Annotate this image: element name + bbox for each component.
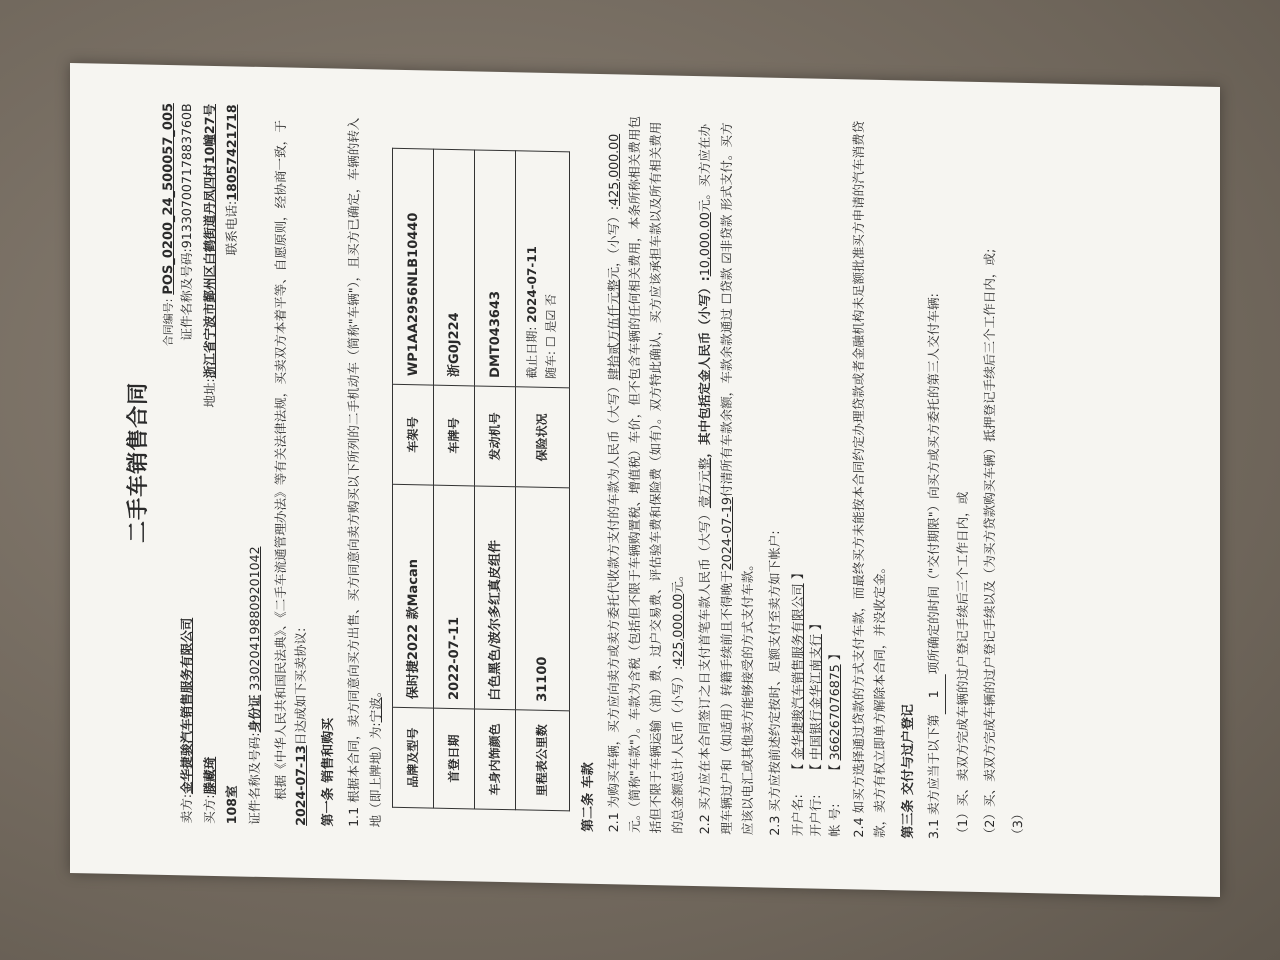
option-1: （1）买、卖双方完成车辆的过户登记手续后三个工作日内，或 <box>954 491 970 840</box>
contract-content <box>128 102 1034 841</box>
insurance-end-date: 2024-07-11 <box>525 245 540 323</box>
contract-title: 二手车销售合同 <box>126 381 151 544</box>
table-row: 首登日期 2022-07-11 车牌号 浙G0J224 <box>434 149 475 809</box>
seller-address: 浙江省宁波市鄞州区白鹤街道丹凤四村10幢27号 <box>201 103 217 379</box>
seller-name: 金华捷骏汽车销售服务有限公司 <box>179 617 194 795</box>
buyer-id-line: 证件名称及号码:身份证 330204198809201042 <box>246 546 262 825</box>
contract-paper <box>70 63 1220 897</box>
price-in-words: 肆拾贰万伍仟元整 <box>605 279 621 381</box>
mileage: 31100 <box>516 487 569 711</box>
clause-2-2: 2.2 买方应在本合同签订之日支付首笔车款人民币（大写）壹万元整，其中包括定金人民币（小写）:10,000.00元。买方应在办理车辆过户和（如适用）转籍手续前且不得晚于2024-07-19付清所有车款余额，车款余款通过 ☐贷款 ☑非贷款 形式支付。买方应该以电汇或其他卖方能够接受的方式支付车款。 <box>697 122 756 836</box>
bank-row: 开户行:【 中国银行金华江南支行 】 <box>808 617 824 837</box>
article-2-title: 第二条 车款 <box>580 762 596 832</box>
clause-2-1: 2.1 为购买车辆，买方应向卖方或卖方委托代收款方支付的车款为人民币（大写）肆拾贰万伍仟元整元，（小写）:425,000.00 元。（简称"车款"）。车款为含税（包括但不限于车辆购置税、增值税）车价，但不包含车辆的任何相关费用，本条所称相关费用包括但不限于车辆运输（油）费、过户交易费、评估验车费和保险费（如有）。双方特此确认，买方应该承担车款以及所有相关费用的总金额总计人民币（小写）:425,000.00元。 <box>605 115 685 834</box>
insurance-status: 截止日期: 2024-07-11 随车: ☐ 是☑ 否 <box>516 151 569 388</box>
account-name-row: 开户名:【 金华捷骏汽车销售服务有限公司 】 <box>789 566 805 837</box>
seller-phone: 18057421718 <box>224 104 240 201</box>
contract-number: 合同编号:POS_0200_24_500057_005 <box>161 102 176 347</box>
seller-id: 91330700717883760B <box>179 103 194 249</box>
clause-3-1: 3.1 卖方应当于以下第1项所确定的时间（"交付期限"）向买方或买方委托的第三人交付车辆: <box>923 119 945 839</box>
vehicle-table <box>392 148 569 812</box>
contract-number-value: POS_0200_24_500057_005 <box>161 102 176 295</box>
buyer-name: 滕藏琦 <box>201 756 217 795</box>
preamble: 根据《中华人民共和国民法典》、《二手车流通管理办法》等有关法律法规，买卖双方本着平等、自愿原则，经协商一致，于 2024-07-13日达成如下买卖协议: <box>273 119 308 826</box>
price-number: 425,000.00 <box>605 133 621 206</box>
account-name: 金华捷骏汽车销售服务有限公司 <box>789 583 805 760</box>
option-2: （2）买、卖双方完成车辆的过户登记手续以及（为买方贷款购买车辆）抵押登记手续后三个工作日内，或; <box>982 248 998 841</box>
first-registration-date: 2022-07-11 <box>434 485 475 709</box>
delivery-item: 1 <box>923 674 945 714</box>
article-3-title: 第三条 交付与过户登记 <box>901 703 917 839</box>
registration-city: 宁波 <box>367 697 383 723</box>
bank-name: 中国银行金华江南支行 <box>808 633 824 761</box>
table-row: 里程表公里数 31100 保险状况 截止日期: 2024-07-11 随车: ☐ 是☑ 否 <box>516 151 569 811</box>
buyer-id: 330204198809201042 <box>246 546 262 691</box>
account-number-row: 帐 号:【 366267076875 】 <box>827 647 843 838</box>
table-row: 品牌及型号 保时捷2022 款Macan 车架号 WP1AA2956NLB10440 <box>393 148 434 808</box>
buyer-id-row: 108室 联系电话:18057421718 <box>224 104 240 825</box>
account-number: 366267076875 <box>827 664 843 761</box>
vehicle-vin: WP1AA2956NLB10440 <box>393 148 434 385</box>
buyer-row: 买方:滕藏琦 地址:浙江省宁波市鄞州区白鹤街道丹凤四村10幢27号 <box>201 103 217 825</box>
buyer-room: 108室 <box>224 785 240 825</box>
option-3: （3） <box>1009 807 1025 841</box>
clause-2-3: 2.3 买方应按前述约定按时、足额支付至卖方如下帐户: <box>767 530 783 836</box>
article-1-title: 第一条 销售和购买 <box>321 717 337 827</box>
agreement-date: 2024-07-13 <box>292 745 308 826</box>
deposit-number: 10,000.00 <box>697 211 713 277</box>
clause-2-4: 2.4 如买方选择通过贷款的方式支付车款，而最终买方未能按本合同约定办理贷款或者金融机构未足额批准买方申请的汽车消费贷款，卖方有权立即单方解除本合同，并没收定金。 <box>850 120 888 839</box>
vehicle-model: 保时捷2022 款Macan <box>393 484 434 708</box>
total-amount: 425,000.00 <box>669 593 685 666</box>
buyer-id-type: 身份证 <box>246 694 262 733</box>
vehicle-color: 白色黑色/波尔多红真皮组件 <box>475 486 516 710</box>
table-row: 车身内饰颜色 白色黑色/波尔多红真皮组件 发动机号 DMT043643 <box>475 150 516 810</box>
license-plate: 浙G0J224 <box>434 149 475 386</box>
insurance-checkbox: ☐ 是☑ 否 <box>544 293 559 348</box>
engine-number: DMT043643 <box>475 150 516 387</box>
clause-1-1: 1.1 根据本合同，卖方同意向买方出售、买方同意向卖方购买以下所列的二手机动车（简称"车辆"），且买方已确定，车辆的转入地（即上牌地）为:宁波。 <box>346 117 383 828</box>
seller-row: 卖方:金华捷骏汽车销售服务有限公司 证件名称及号码:91330700717883760B <box>179 103 194 824</box>
payment-deadline: 2024-07-19 <box>718 496 734 571</box>
deposit-in-words: 壹万元整 <box>697 457 713 509</box>
